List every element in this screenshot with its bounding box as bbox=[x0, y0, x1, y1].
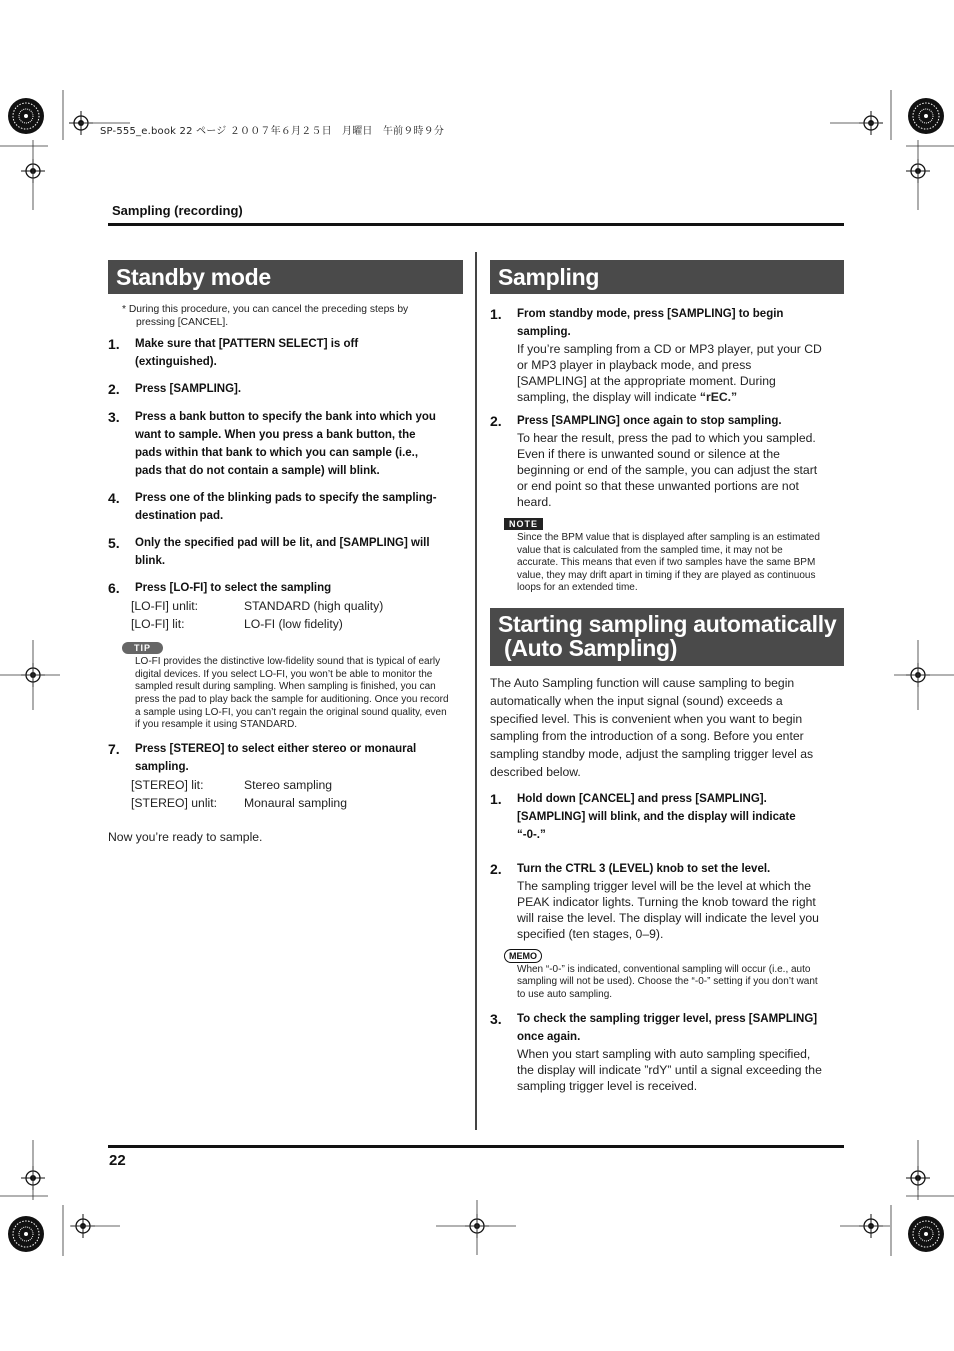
tip-box bbox=[122, 639, 449, 732]
step-5: 5. Only the specified pad will be lit, and [SAMPLING] will blink. bbox=[108, 535, 430, 568]
stereo-row: [STEREO] unlit: Monaural sampling bbox=[131, 795, 347, 810]
auto-step-3-body: When you start sampling with auto sampling specified, the display will indicate ”rdY” until a signal exceeding the sampling trigger level is received. bbox=[517, 1046, 822, 1093]
note-icon: NOTE bbox=[504, 518, 543, 530]
step-4: 4. Press one of the blinking pads to specify the sampling-destination pad. bbox=[108, 490, 437, 523]
sampling-step-2-body: To hear the result, press the pad to which you sampled. Even if there is unwanted sound or silence at the beginning or end of the sample, you can adjust the start or end point so that these unwanted portions are not heard. bbox=[517, 431, 818, 509]
intro-note: * During this procedure, you can cancel the preceding steps by pressing [CANCEL]. bbox=[122, 304, 409, 328]
sampling-step-1: 1. From standby mode, press [SAMPLING] to begin sampling. bbox=[490, 306, 784, 338]
right-column-bottom bbox=[490, 675, 822, 1094]
step-7: 7. Press [STEREO] to select either stereo or monaural sampling. bbox=[108, 740, 417, 773]
footer-rule bbox=[108, 1145, 844, 1148]
column-divider bbox=[475, 252, 477, 1130]
lofi-table bbox=[131, 597, 440, 633]
left-column bbox=[108, 304, 449, 845]
outro-text: Now you’re ready to sample. bbox=[108, 829, 263, 844]
file-header: SP-555_e.book 22 ページ ２００７年６月２５日 月曜日 午前９時９分 bbox=[100, 126, 445, 137]
heading-auto-sampling-line2: (Auto Sampling) bbox=[504, 635, 678, 661]
auto-intro: The Auto Sampling function will cause sampling to begin automatically when the input signal (sound) exceeds a specified level. This is convenient when you want to begin sampling from the introduction of a song. Before you enter sampling standby mode, adjust the sampling trigger level as described below. bbox=[490, 676, 814, 779]
auto-step-3: 3. To check the sampling trigger level, press [SAMPLING] once again. bbox=[490, 1010, 818, 1043]
lofi-row: [LO-FI] lit: LO-FI (low fidelity) bbox=[131, 617, 343, 632]
page-number: 22 bbox=[109, 1152, 126, 1169]
sampling-step-1-body: If you’re sampling from a CD or MP3 player, put your CD or MP3 player in playback mode, and press [SAMPLING] at the appropriate moment. During sampling, the display will indicate “rEC.” bbox=[517, 342, 822, 404]
memo-icon: MEMO bbox=[504, 949, 542, 963]
step-6: 6. Press [LO-FI] to select the sampling bbox=[108, 580, 332, 597]
auto-step-2: 2. Turn the CTRL 3 (LEVEL) knob to set the level. bbox=[490, 860, 771, 877]
right-column-top bbox=[490, 305, 822, 595]
tip-text: LO-FI provides the distinctive low-fidelity sound that is typical of early digital devices. If you select LO-FI, you won’t be able to monitor the sampled result during sampling. When sampling is finished, you can press the pad to play back the sample for auditioning. Once you record a sample using LO-FI, you can’t regain the original sound quality, even if you resample it using STANDARD. bbox=[135, 656, 449, 731]
heading-auto-sampling bbox=[490, 608, 844, 666]
note-text: Since the BPM value that is displayed after sampling is an estimated value that is calculated from the sampled time, it may not be accurate. This means that even if two samples have the same BPM value, they may drift apart in timing if they are played as continuous loops for an extended time. bbox=[517, 532, 820, 594]
heading-auto-sampling-line1: Starting sampling automatically bbox=[498, 611, 837, 637]
stereo-table bbox=[131, 776, 440, 812]
note-box bbox=[504, 515, 822, 595]
step-3: 3. Press a bank button to specify the bank into which you want to sample. When you press a bank button, the pads within that bank to which you can sample (i.e., pads that do not contain a sample) will blink. bbox=[108, 409, 436, 478]
memo-text: When “-0-” is indicated, conventional sampling will occur (i.e., auto sampling will not be used). Choose the “-0-” setting if you don’t want to use auto sampling. bbox=[517, 963, 818, 1000]
header-rule bbox=[108, 223, 844, 226]
auto-step-2-body: The sampling trigger level will be the level at which the PEAK indicator lights. Turning the knob toward the right will raise the level. The display will indicate the level you specified (ten stages, 0–9). bbox=[517, 878, 819, 941]
heading-standby-mode: Standby mode bbox=[108, 260, 463, 294]
heading-sampling: Sampling bbox=[490, 260, 844, 294]
step-1: 1. Make sure that [PATTERN SELECT] is off (extinguished). bbox=[108, 336, 359, 369]
tip-icon: TIP bbox=[122, 642, 163, 654]
auto-step-1: 1. Hold down [CANCEL] and press [SAMPLING]. [SAMPLING] will blink, and the display will indicate “-0-.” bbox=[490, 790, 796, 841]
step-2: 2. Press [SAMPLING]. bbox=[108, 381, 242, 398]
sampling-step-2: 2. Press [SAMPLING] once again to stop sampling. bbox=[490, 413, 782, 429]
lofi-row: [LO-FI] unlit: STANDARD (high quality) bbox=[131, 599, 384, 614]
section-label: Sampling (recording) bbox=[112, 203, 243, 218]
memo-box bbox=[504, 947, 822, 1002]
stereo-row: [STEREO] lit: Stereo sampling bbox=[131, 777, 333, 792]
